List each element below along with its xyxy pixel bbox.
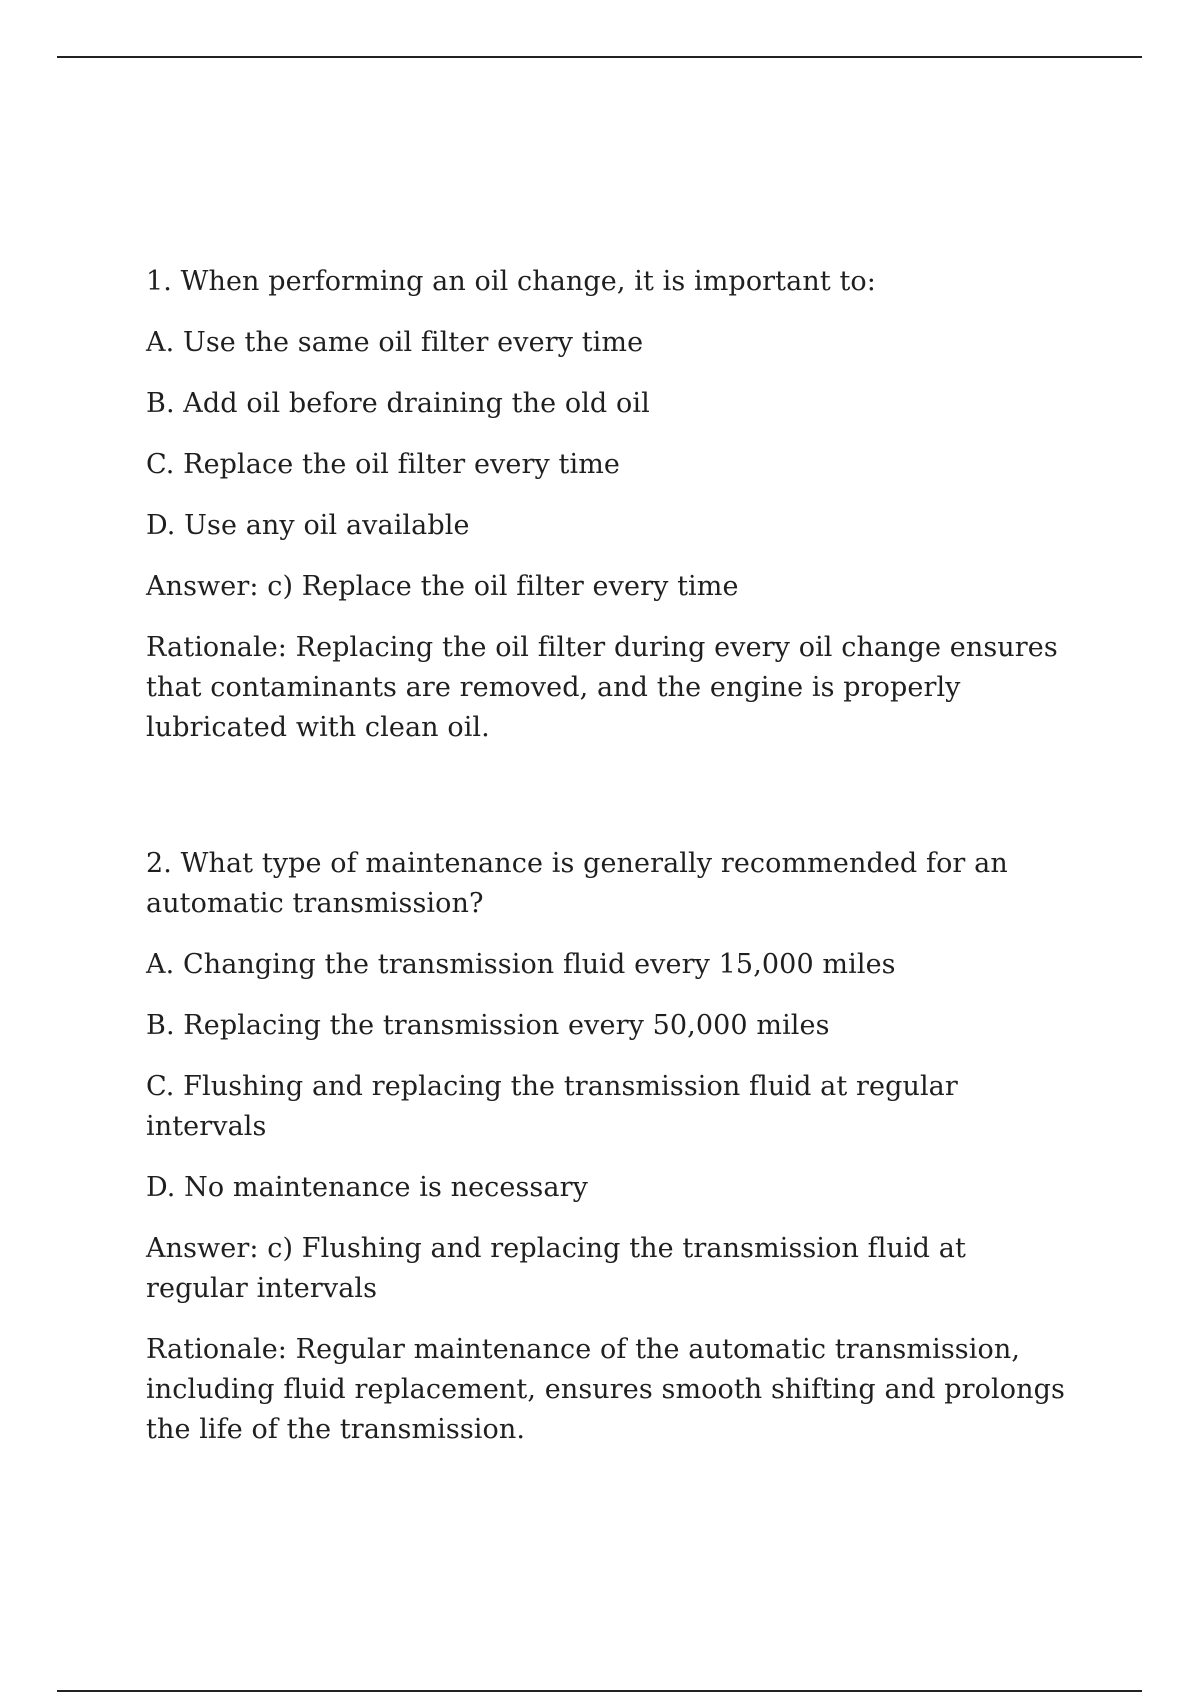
rationale-text: Rationale: Replacing the oil filter during every oil change ensures that contaminants are removed, and the engine is properly lubricated with clean oil. [146,632,1058,743]
header-rule [57,56,1142,58]
answer-text: Answer: c) Replace the oil filter every time [146,571,739,602]
option-b: B. Add oil before draining the old oil [146,388,650,419]
footer-rule [57,1690,1142,1692]
option-b: B. Replacing the transmission every 50,000 miles [146,1010,830,1041]
rationale-text: Rationale: Regular maintenance of the automatic transmission, including fluid replacement, ensures smooth shifting and prolongs the life of the transmission. [146,1334,1065,1445]
option-c: C. Replace the oil filter every time [146,449,620,480]
option-a: A. Changing the transmission fluid every 15,000 miles [146,949,896,980]
question-block-1 [146,262,1076,748]
option-a: A. Use the same oil filter every time [146,327,644,358]
option-c: C. Flushing and replacing the transmission fluid at regular intervals [146,1071,958,1142]
page-content [146,262,1076,1471]
question-text: 1. When performing an oil change, it is important to: [146,266,876,297]
answer-text: Answer: c) Flushing and replacing the transmission fluid at regular intervals [146,1233,966,1304]
option-d: D. No maintenance is necessary [146,1172,588,1203]
option-d: D. Use any oil available [146,510,470,541]
question-text: 2. What type of maintenance is generally recommended for an automatic transmission? [146,848,1008,919]
question-block-2 [146,844,1076,1450]
